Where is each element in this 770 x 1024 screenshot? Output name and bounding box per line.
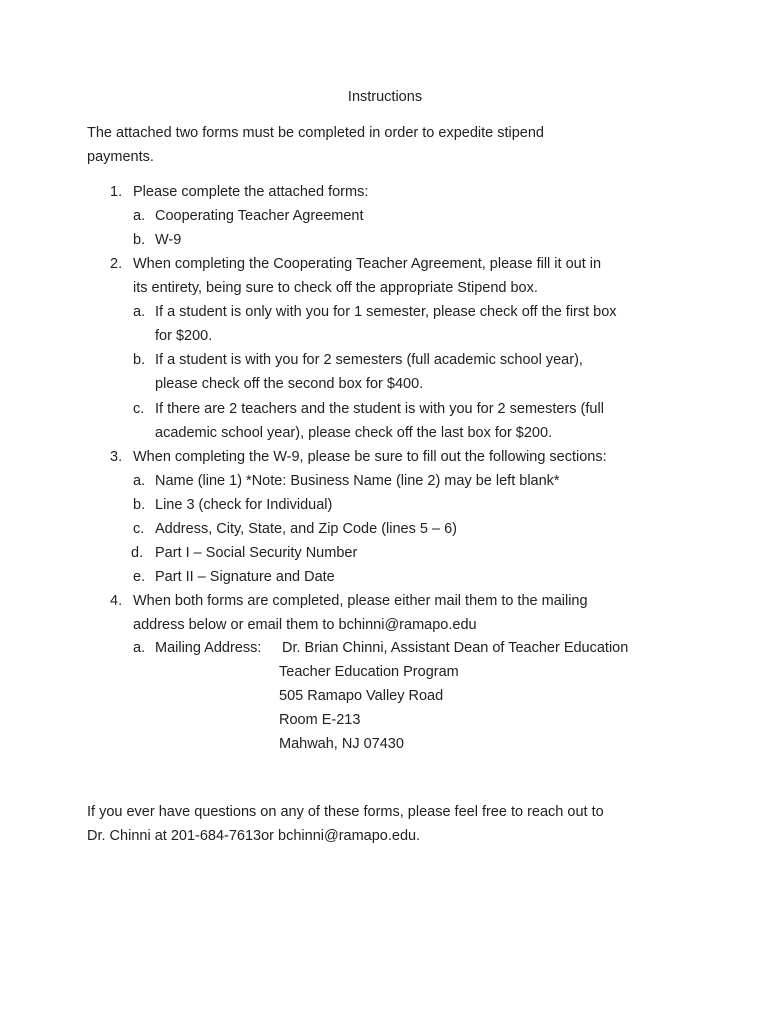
sublist-item-text: academic school year), please check off the last box for $200. bbox=[155, 425, 553, 441]
mailing-address-label: Mailing Address: bbox=[155, 640, 262, 656]
sublist-item-text: Line 3 (check for Individual) bbox=[155, 497, 333, 513]
sublist-marker: a. bbox=[133, 304, 146, 320]
sublist-item-text: Cooperating Teacher Agreement bbox=[155, 208, 364, 224]
list-marker: 3. bbox=[110, 449, 123, 465]
sublist-item-text: Part I – Social Security Number bbox=[155, 545, 358, 561]
sublist-marker: b. bbox=[133, 497, 146, 513]
sublist-item-text: If a student is with you for 2 semesters (full academic school year), bbox=[155, 352, 583, 368]
sublist-marker: b. bbox=[133, 352, 146, 368]
mailing-address-line: 505 Ramapo Valley Road bbox=[279, 688, 444, 704]
closing-line-1: If you ever have questions on any of these forms, please feel free to reach out to bbox=[87, 804, 604, 820]
sublist-marker: c. bbox=[133, 401, 145, 417]
closing-line-2: Dr. Chinni at 201-684-7613or bchinni@ramapo.edu. bbox=[87, 828, 421, 844]
list-item-text: When completing the W-9, please be sure to fill out the following sections: bbox=[133, 449, 607, 465]
list-item-text: When both forms are completed, please either mail them to the mailing bbox=[133, 593, 588, 609]
sublist-item-text: If a student is only with you for 1 semester, please check off the first box bbox=[155, 304, 617, 320]
sublist-marker: b. bbox=[133, 232, 146, 248]
list-marker: 4. bbox=[110, 593, 123, 609]
mailing-address-line: Room E-213 bbox=[279, 712, 361, 728]
list-item-text: address below or email them to bchinni@ramapo.edu bbox=[133, 617, 477, 633]
sublist-item-text: Part II – Signature and Date bbox=[155, 569, 335, 585]
sublist-item-text: please check off the second box for $400. bbox=[155, 376, 424, 392]
sublist-marker: d. bbox=[131, 545, 144, 561]
intro-line-1: The attached two forms must be completed in order to expedite stipend bbox=[87, 125, 544, 141]
list-item-text: When completing the Cooperating Teacher Agreement, please fill it out in bbox=[133, 256, 602, 272]
sublist-marker: a. bbox=[133, 473, 146, 489]
list-marker: 1. bbox=[110, 184, 123, 200]
sublist-item-text: Name (line 1) *Note: Business Name (line 2) may be left blank* bbox=[155, 473, 560, 489]
sublist-marker: e. bbox=[133, 569, 146, 585]
sublist-item-text: If there are 2 teachers and the student is with you for 2 semesters (full bbox=[155, 401, 604, 417]
list-marker: 2. bbox=[110, 256, 123, 272]
mailing-address-line: Dr. Brian Chinni, Assistant Dean of Teacher Education bbox=[282, 640, 629, 656]
sublist-marker: c. bbox=[133, 521, 145, 537]
mailing-address-line: Mahwah, NJ 07430 bbox=[279, 736, 404, 752]
sublist-marker: a. bbox=[133, 208, 146, 224]
intro-line-2: payments. bbox=[87, 149, 154, 165]
sublist-item-text: Address, City, State, and Zip Code (lines 5 – 6) bbox=[155, 521, 457, 537]
mailing-address-line: Teacher Education Program bbox=[279, 664, 459, 680]
page-title: Instructions bbox=[347, 89, 423, 105]
sublist-item-text: W-9 bbox=[155, 232, 182, 248]
list-item-text: its entirety, being sure to check off the appropriate Stipend box. bbox=[133, 280, 538, 296]
sublist-item-text: for $200. bbox=[155, 328, 213, 344]
list-item-text: Please complete the attached forms: bbox=[133, 184, 369, 200]
sublist-marker: a. bbox=[133, 640, 146, 656]
